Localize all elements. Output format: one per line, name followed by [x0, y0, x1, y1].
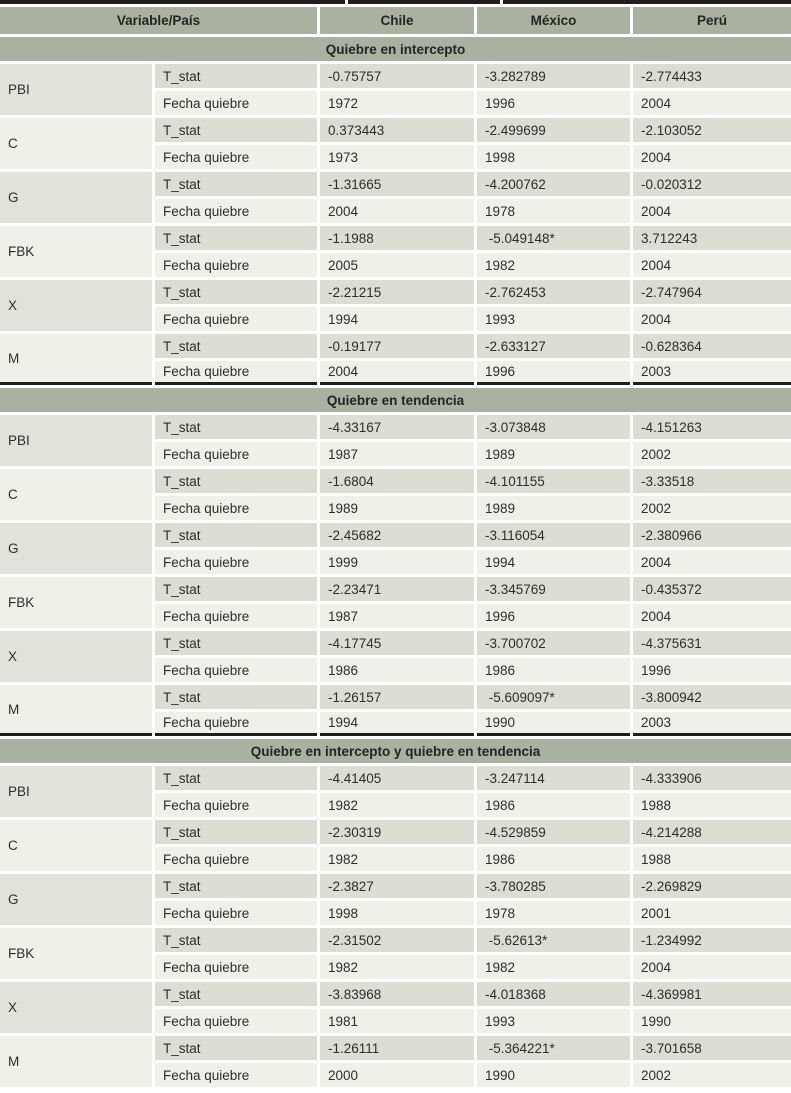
fecha-quiebre-value: 1996 [633, 658, 791, 682]
column-header-chile: Chile [320, 7, 474, 34]
tstat-value: -2.21215 [320, 280, 474, 304]
tstat-value: -1.26111 [320, 1036, 474, 1060]
tstat-value: -1.6804 [320, 469, 474, 493]
row-label-fecha-quiebre: Fecha quiebre [155, 901, 317, 925]
row-label-fecha-quiebre: Fecha quiebre [155, 442, 317, 466]
tstat-value: -3.800942 [633, 685, 791, 709]
tstat-value: -3.701658 [633, 1036, 791, 1060]
fecha-quiebre-value: 1986 [320, 658, 474, 682]
row-label-tstat: T_stat [155, 928, 317, 952]
tstat-value: -3.83968 [320, 982, 474, 1006]
variable-cell: FBK [0, 928, 152, 979]
tstat-value: -2.774433 [633, 64, 791, 88]
fecha-quiebre-value: 2003 [633, 361, 791, 385]
fecha-quiebre-value: 1996 [477, 91, 630, 115]
row-label-fecha-quiebre: Fecha quiebre [155, 955, 317, 979]
tstat-value: -1.234992 [633, 928, 791, 952]
fecha-quiebre-value: 1998 [477, 145, 630, 169]
row-label-fecha-quiebre: Fecha quiebre [155, 496, 317, 520]
variable-cell: C [0, 469, 152, 520]
row-label-tstat: T_stat [155, 64, 317, 88]
section-title: Quiebre en tendencia [0, 388, 791, 412]
tstat-value: -2.30319 [320, 820, 474, 844]
fecha-quiebre-value: 1989 [477, 496, 630, 520]
fecha-quiebre-value: 1982 [477, 955, 630, 979]
fecha-quiebre-value: 1982 [320, 793, 474, 817]
table-grid [0, 7, 791, 1087]
fecha-quiebre-value: 1996 [477, 604, 630, 628]
fecha-quiebre-value: 1982 [320, 955, 474, 979]
tstat-value: -2.45682 [320, 523, 474, 547]
fecha-quiebre-value: 2004 [633, 145, 791, 169]
row-label-fecha-quiebre: Fecha quiebre [155, 253, 317, 277]
section-title: Quiebre en intercepto [0, 37, 791, 61]
fecha-quiebre-value: 2004 [320, 361, 474, 385]
fecha-quiebre-value: 1986 [477, 847, 630, 871]
tstat-value: -2.23471 [320, 577, 474, 601]
tstat-value: -2.499699 [477, 118, 630, 142]
fecha-quiebre-value: 1994 [320, 712, 474, 736]
top-heavy-rule [0, 0, 791, 4]
tstat-value: -4.369981 [633, 982, 791, 1006]
fecha-quiebre-value: 1999 [320, 550, 474, 574]
tstat-value: -5.364221* [477, 1036, 630, 1060]
tstat-value: 0.373443 [320, 118, 474, 142]
variable-cell: PBI [0, 766, 152, 817]
fecha-quiebre-value: 2002 [633, 442, 791, 466]
tstat-value: -2.31502 [320, 928, 474, 952]
variable-cell: C [0, 820, 152, 871]
tstat-value: -2.3827 [320, 874, 474, 898]
tstat-value: -5.049148* [477, 226, 630, 250]
row-label-fecha-quiebre: Fecha quiebre [155, 793, 317, 817]
tstat-value: -0.75757 [320, 64, 474, 88]
tstat-value: -3.780285 [477, 874, 630, 898]
row-label-fecha-quiebre: Fecha quiebre [155, 361, 317, 385]
fecha-quiebre-value: 1972 [320, 91, 474, 115]
tstat-value: -4.41405 [320, 766, 474, 790]
row-label-fecha-quiebre: Fecha quiebre [155, 604, 317, 628]
row-label-fecha-quiebre: Fecha quiebre [155, 199, 317, 223]
fecha-quiebre-value: 2004 [633, 955, 791, 979]
tstat-value: -4.018368 [477, 982, 630, 1006]
fecha-quiebre-value: 2004 [633, 91, 791, 115]
variable-cell: G [0, 874, 152, 925]
variable-cell: C [0, 118, 152, 169]
row-label-tstat: T_stat [155, 469, 317, 493]
row-label-tstat: T_stat [155, 685, 317, 709]
variable-cell: FBK [0, 577, 152, 628]
row-label-tstat: T_stat [155, 226, 317, 250]
row-label-tstat: T_stat [155, 766, 317, 790]
variable-cell: X [0, 982, 152, 1033]
variable-cell: M [0, 334, 152, 385]
row-label-tstat: T_stat [155, 874, 317, 898]
fecha-quiebre-value: 2002 [633, 496, 791, 520]
fecha-quiebre-value: 1993 [477, 307, 630, 331]
fecha-quiebre-value: 2003 [633, 712, 791, 736]
tstat-value: -3.073848 [477, 415, 630, 439]
fecha-quiebre-value: 1973 [320, 145, 474, 169]
fecha-quiebre-value: 1986 [477, 793, 630, 817]
fecha-quiebre-value: 1978 [477, 901, 630, 925]
row-label-fecha-quiebre: Fecha quiebre [155, 658, 317, 682]
fecha-quiebre-value: 1987 [320, 604, 474, 628]
tstat-value: -5.62613* [477, 928, 630, 952]
tstat-value: -3.247114 [477, 766, 630, 790]
fecha-quiebre-value: 1990 [477, 1063, 630, 1087]
row-label-fecha-quiebre: Fecha quiebre [155, 91, 317, 115]
fecha-quiebre-value: 1996 [477, 361, 630, 385]
fecha-quiebre-value: 1988 [633, 847, 791, 871]
fecha-quiebre-value: 1990 [477, 712, 630, 736]
column-header-mexico: México [477, 7, 630, 34]
tstat-value: -0.435372 [633, 577, 791, 601]
tstat-value: -3.700702 [477, 631, 630, 655]
tstat-value: -4.375631 [633, 631, 791, 655]
row-label-tstat: T_stat [155, 280, 317, 304]
fecha-quiebre-value: 2004 [633, 253, 791, 277]
fecha-quiebre-value: 2004 [633, 550, 791, 574]
fecha-quiebre-value: 2004 [633, 199, 791, 223]
row-label-tstat: T_stat [155, 118, 317, 142]
fecha-quiebre-value: 1994 [320, 307, 474, 331]
row-label-tstat: T_stat [155, 172, 317, 196]
tstat-value: -2.269829 [633, 874, 791, 898]
fecha-quiebre-value: 1981 [320, 1009, 474, 1033]
fecha-quiebre-value: 2001 [633, 901, 791, 925]
tstat-value: -1.31665 [320, 172, 474, 196]
fecha-quiebre-value: 1993 [477, 1009, 630, 1033]
fecha-quiebre-value: 1990 [633, 1009, 791, 1033]
fecha-quiebre-value: 1982 [477, 253, 630, 277]
row-label-fecha-quiebre: Fecha quiebre [155, 1009, 317, 1033]
variable-cell: G [0, 523, 152, 574]
fecha-quiebre-value: 1986 [477, 658, 630, 682]
row-label-fecha-quiebre: Fecha quiebre [155, 550, 317, 574]
tstat-value: -2.633127 [477, 334, 630, 358]
fecha-quiebre-value: 1987 [320, 442, 474, 466]
tstat-value: -2.747964 [633, 280, 791, 304]
tstat-value: -0.628364 [633, 334, 791, 358]
row-label-tstat: T_stat [155, 631, 317, 655]
variable-cell: FBK [0, 226, 152, 277]
row-label-fecha-quiebre: Fecha quiebre [155, 847, 317, 871]
tstat-value: -1.1988 [320, 226, 474, 250]
top-rule-gap [345, 0, 348, 4]
tstat-value: -4.151263 [633, 415, 791, 439]
row-label-tstat: T_stat [155, 982, 317, 1006]
tstat-value: -3.116054 [477, 523, 630, 547]
variable-cell: X [0, 631, 152, 682]
tstat-value: -1.26157 [320, 685, 474, 709]
tstat-value: -4.214288 [633, 820, 791, 844]
tstat-value: -4.333906 [633, 766, 791, 790]
column-header-variable-pais: Variable/País [0, 7, 317, 34]
variable-cell: X [0, 280, 152, 331]
fecha-quiebre-value: 1982 [320, 847, 474, 871]
row-label-fecha-quiebre: Fecha quiebre [155, 307, 317, 331]
row-label-fecha-quiebre: Fecha quiebre [155, 145, 317, 169]
fecha-quiebre-value: 1998 [320, 901, 474, 925]
fecha-quiebre-value: 2004 [633, 604, 791, 628]
variable-cell: PBI [0, 64, 152, 115]
row-label-fecha-quiebre: Fecha quiebre [155, 1063, 317, 1087]
tstat-value: -2.380966 [633, 523, 791, 547]
tstat-value: -0.19177 [320, 334, 474, 358]
tstat-value: -4.17745 [320, 631, 474, 655]
tstat-value: -0.020312 [633, 172, 791, 196]
fecha-quiebre-value: 2004 [633, 307, 791, 331]
fecha-quiebre-value: 2002 [633, 1063, 791, 1087]
row-label-tstat: T_stat [155, 1036, 317, 1060]
section-title: Quiebre en intercepto y quiebre en tendencia [0, 739, 791, 763]
fecha-quiebre-value: 2000 [320, 1063, 474, 1087]
tstat-value: 3.712243 [633, 226, 791, 250]
row-label-fecha-quiebre: Fecha quiebre [155, 712, 317, 736]
tstat-value: -4.33167 [320, 415, 474, 439]
fecha-quiebre-value: 2005 [320, 253, 474, 277]
variable-cell: M [0, 1036, 152, 1087]
row-label-tstat: T_stat [155, 523, 317, 547]
fecha-quiebre-value: 1989 [320, 496, 474, 520]
row-label-tstat: T_stat [155, 334, 317, 358]
row-label-tstat: T_stat [155, 577, 317, 601]
variable-cell: G [0, 172, 152, 223]
tstat-value: -4.529859 [477, 820, 630, 844]
fecha-quiebre-value: 2004 [320, 199, 474, 223]
top-rule-gap [500, 0, 503, 4]
fecha-quiebre-value: 1978 [477, 199, 630, 223]
tstat-value: -3.282789 [477, 64, 630, 88]
column-header-peru: Perú [633, 7, 791, 34]
fecha-quiebre-value: 1989 [477, 442, 630, 466]
variable-cell: M [0, 685, 152, 736]
fecha-quiebre-value: 1988 [633, 793, 791, 817]
tstat-value: -2.762453 [477, 280, 630, 304]
tstat-value: -5.609097* [477, 685, 630, 709]
row-label-tstat: T_stat [155, 415, 317, 439]
variable-cell: PBI [0, 415, 152, 466]
tstat-value: -3.345769 [477, 577, 630, 601]
tstat-value: -2.103052 [633, 118, 791, 142]
tstat-value: -3.33518 [633, 469, 791, 493]
fecha-quiebre-value: 1994 [477, 550, 630, 574]
row-label-tstat: T_stat [155, 820, 317, 844]
tstat-value: -4.200762 [477, 172, 630, 196]
tstat-value: -4.101155 [477, 469, 630, 493]
